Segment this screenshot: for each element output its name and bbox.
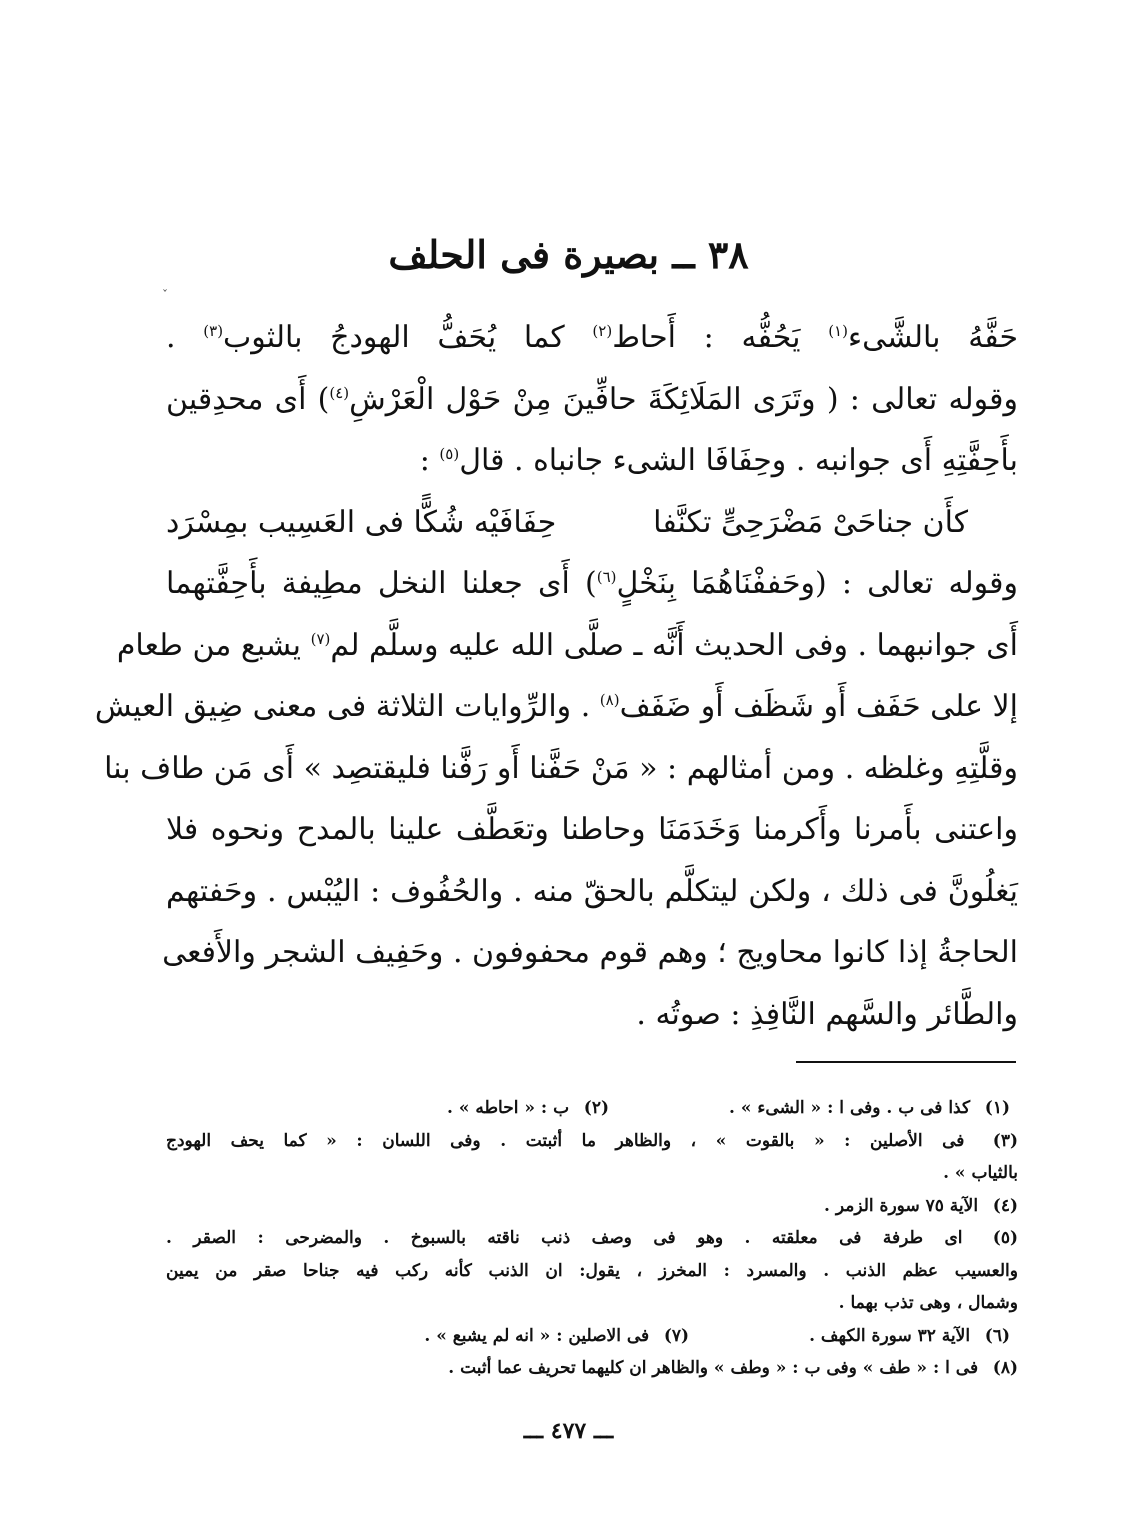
footnote-text: فى الاصلين : « انه لم يشبع » . [424, 1325, 650, 1346]
text-line-5 [166, 558, 1018, 620]
footnote-number: (٤) [992, 1195, 1018, 1216]
footnotes [166, 1092, 1018, 1385]
footnote-5-continued: والعسيب عظم الذنب . والمسرد : المخرز ، يقول: ان الذنب كأنه ركب فيه جناحا صقر من يمين [166, 1260, 1018, 1281]
text-line-9: واعتنى بأَمرنا وأَكرمنا وَخَدَمَنَا وحاطنا وتعَطَّف علينا بالمدح ونحوه فلا [166, 812, 1018, 847]
text-line-8: وقلَّتِهِ وغلظه . ومن أمثالهم : « مَنْ حَفَّنا أَو رَفَّنا فليقتصِد » أَى مَن طاف بنا [104, 750, 1018, 786]
footnote-row-6-7 [166, 1320, 1018, 1353]
footnote-number: (٧) [663, 1325, 690, 1346]
text-segment: كما يُحَفُّ الهودجُ بالثوب [223, 320, 593, 355]
text-segment: ) أَى محدِقين [166, 381, 330, 417]
footnote-4 [166, 1190, 1018, 1223]
footnote-7 [424, 1320, 689, 1353]
section-title: ٣٨ ــ بصيرة فى الحلف [388, 232, 749, 277]
text-line-12: والطَّائر والسَّهم النَّافِذِ : صوتُه . [636, 996, 1018, 1032]
footnote-number: (٦) [984, 1325, 1010, 1346]
text-segment: . [166, 320, 204, 355]
footnote-ref-4: (٤) [329, 383, 350, 402]
text-segment: يشبع من طعام [116, 627, 311, 663]
footnote-number: (٥) [992, 1228, 1018, 1248]
footnote-ref-6: (٦) [596, 568, 617, 586]
footnote-5-continued-2: وشمال ، وهى تذب بهما . [838, 1293, 1018, 1313]
page-number: ـــ ٤٧٧ ـــ [523, 1418, 614, 1444]
text-segment: وقوله تعالى : (وحَففْنَاهُمَا بِنَخْلٍ [616, 566, 1019, 601]
text-segment: . والرِّوايات الثلاثة فى معنى ضِيق العيش [94, 689, 600, 724]
main-text [94, 312, 1019, 1050]
text-line-2 [166, 374, 1018, 436]
footnote-text: فى ا : « طف » وفى ب : « وطف » والظاهر ان كليهما تحريف عما أثبت . [448, 1358, 979, 1378]
footnote-6 [809, 1320, 1010, 1353]
footnote-3-continued: بالثياب » . [943, 1163, 1018, 1183]
footnote-3 [166, 1125, 1018, 1158]
footnote-ref-1: (١) [828, 322, 848, 340]
footnote-ref-3: (٣) [203, 322, 224, 340]
footnote-text: الآية ٧٥ سورة الزمر . [824, 1195, 979, 1216]
text-line-3 [166, 435, 1018, 497]
footnote-5 [166, 1222, 1018, 1255]
text-segment: أَى جوانبهما . وفى الحديث أَنَّه ـ صلَّى الله عليه وسلَّم لم [330, 627, 1018, 663]
footnote-divider [796, 1061, 1016, 1063]
footnote-8 [166, 1352, 1018, 1385]
poem-hemistich-1: كأَن جناحَىْ مَضْرَحِىٍّ تكنَّفا [653, 504, 968, 540]
poem-hemistich-2: حِفَافَيْه شُكًّا فى العَسِيب بمِسْرَد [166, 504, 557, 540]
text-segment: إلا على حَفَف أَو شَظَف أَو ضَفَف [619, 689, 1018, 724]
footnote-number: (٨) [992, 1358, 1018, 1378]
poem-verse [166, 497, 1018, 559]
text-line-7 [94, 681, 1018, 743]
footnote-text: كذا فى ب . وفى ا : « الشىء » . [729, 1098, 971, 1118]
footnote-ref-2: (٢) [592, 322, 613, 340]
footnote-ref-7: (٧) [310, 629, 331, 648]
footnote-ref-5: (٥) [439, 445, 460, 463]
footnote-text: الآية ٣٢ سورة الكهف . [809, 1325, 971, 1346]
footnote-text: اى طرفة فى معلقته . وهو فى وصف ذنب ناقته بالسبوخ . والمضرحى : الصقر . [166, 1228, 963, 1248]
footnote-text: ب : « احاطه » . [447, 1098, 570, 1118]
text-segment: يَحُفُّه : أَحاط [612, 320, 829, 355]
footnote-row-1-2 [166, 1092, 1018, 1125]
scan-speck: ˇ [162, 288, 168, 302]
footnote-ref-8: (٨) [599, 691, 620, 709]
text-segment: : [419, 443, 440, 478]
text-line-10: يَغلُونَّ فى ذلك ، ولكن ليتكلَّم بالحقّ منه . والحُفُوف : اليُبْس . وحَفتهم [166, 873, 1018, 909]
footnote-number: (٣) [992, 1130, 1018, 1151]
text-segment: بأَحِفَّتِهِ أَى جوانبه . وحِفَافَا الشىء جانباه . قال [459, 443, 1018, 478]
footnote-2 [447, 1092, 609, 1125]
footnote-text: فى الأصلين : « بالقوت » ، والظاهر ما أثبتت . وفى اللسان : « كما يحف الهودج [166, 1130, 965, 1151]
text-segment: وقوله تعالى : ( وتَرَى المَلَائِكَةَ حافِّينَ مِنْ حَوْل الْعَرْشِ [349, 381, 1018, 417]
footnote-number: (٢) [583, 1098, 610, 1118]
text-line-11: الحاجةُ إذا كانوا محاويج ؛ وهم قوم محفوفون . وحَفِيف الشجر والأَفعى [162, 935, 1018, 970]
footnote-1 [729, 1092, 1010, 1125]
text-segment: ) أَى جعلنا النخل مطِيفة بأَحِفَّتهما [166, 566, 597, 601]
text-segment: حَفَّهُ بالشَّىء [847, 320, 1018, 355]
text-line-6 [116, 620, 1018, 682]
footnote-number: (١) [984, 1098, 1010, 1118]
text-line-1 [166, 312, 1018, 374]
